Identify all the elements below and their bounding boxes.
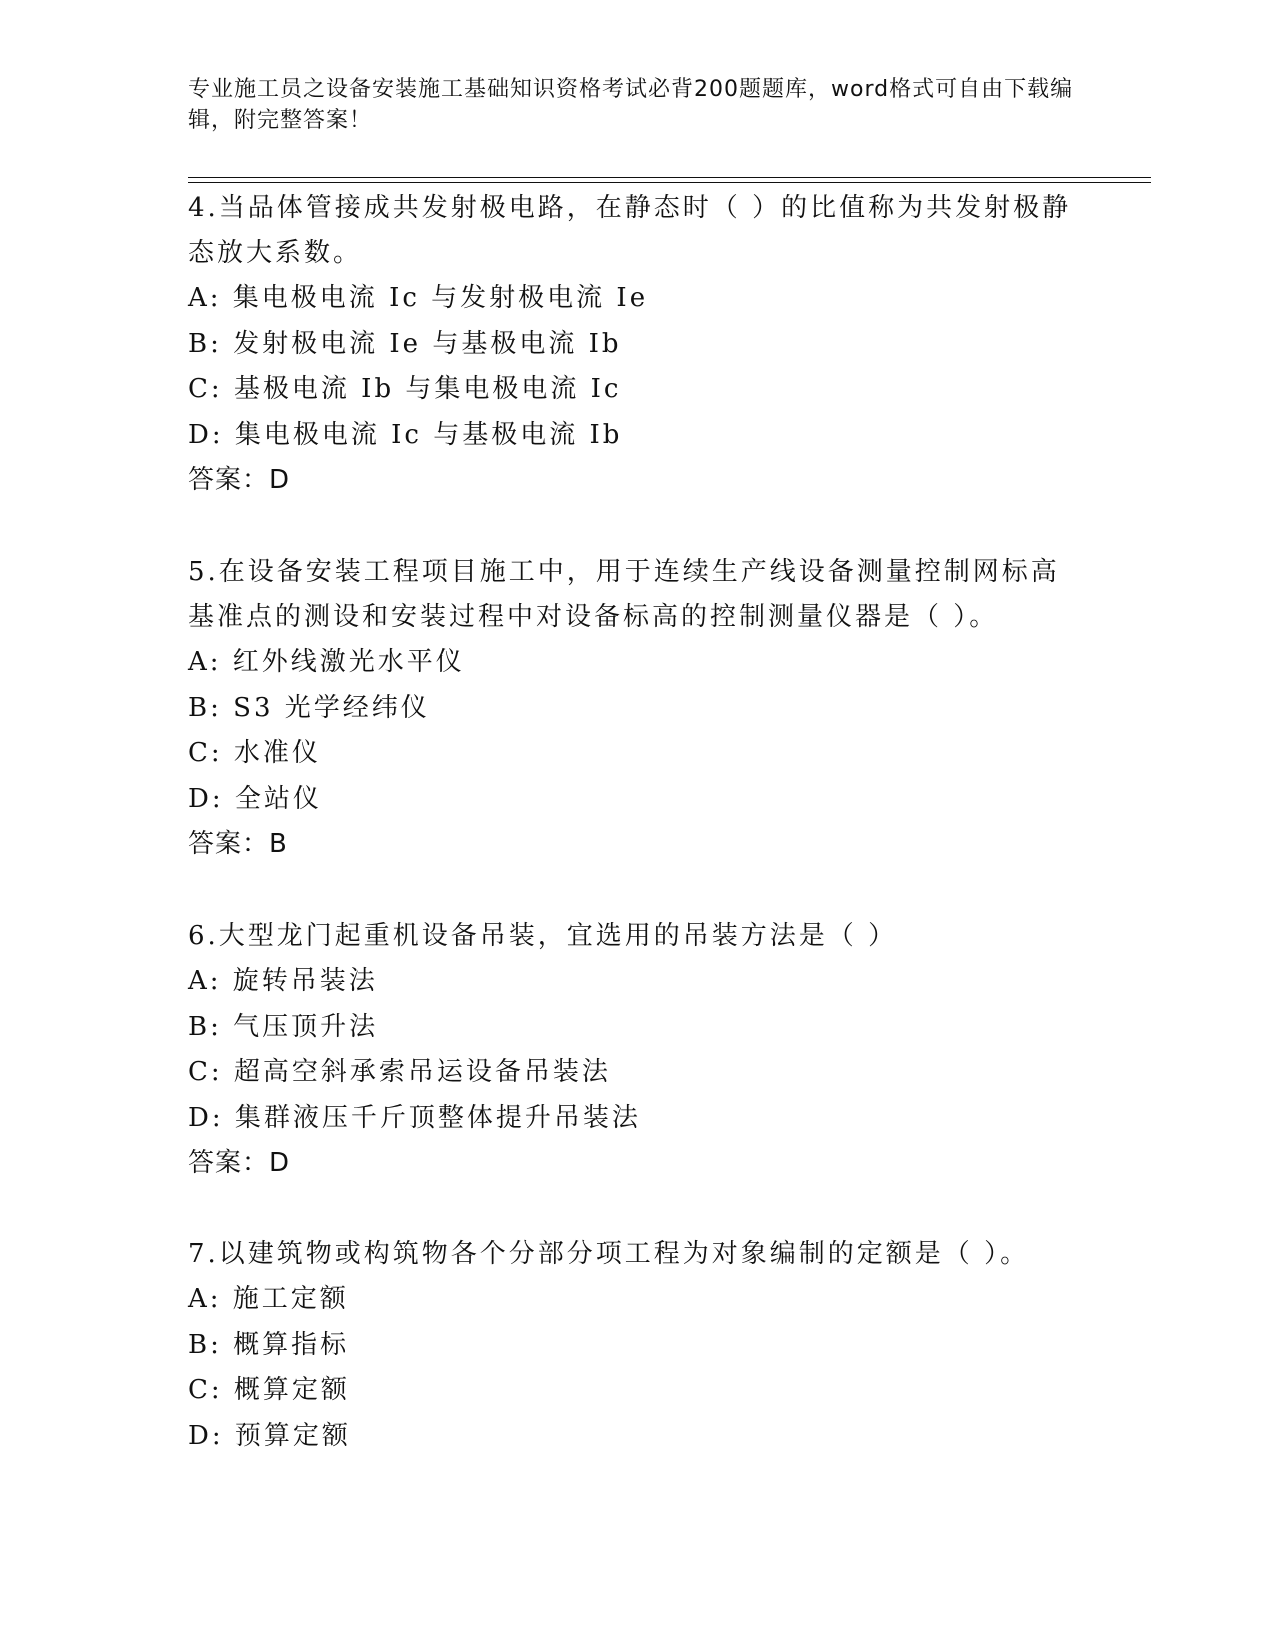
answer-line: 答案：B (188, 829, 288, 859)
header-rule-top (188, 177, 1151, 178)
option-b: B: 气压顶升法 (188, 1011, 379, 1042)
answer-line: 答案：D (188, 465, 291, 495)
document-header: 专业施工员之设备安装施工基础知识资格考试必背200题题库，word格式可自由下载编辑，附完整答案！ (188, 77, 1074, 133)
option-b: B: S3 光学经纬仪 (188, 692, 430, 723)
answer-line: 答案：D (188, 1148, 291, 1178)
option-c: C: 基极电流 Ib 与集电极电流 Ic (188, 374, 622, 404)
option-a: A: 红外线激光水平仪 (188, 647, 465, 677)
option-b: B: 概算指标 (188, 1329, 350, 1360)
option-a: A: 集电极电流 Ic 与发射极电流 Ie (188, 283, 649, 313)
option-d: D: 集电极电流 Ic 与基极电流 Ib (188, 419, 623, 450)
question-stem: 4.当品体管接成共发射极电路，在静态时（ ）的比值称为共发射极静态放大系数。 (188, 193, 1072, 268)
question-5 (188, 550, 1088, 867)
option-b: B: 发射极电流 Ie 与基极电流 Ib (188, 328, 622, 359)
option-d: D: 全站仪 (188, 783, 322, 814)
question-6 (188, 914, 1088, 1186)
option-a: A: 旋转吊装法 (188, 966, 378, 996)
question-stem: 7.以建筑物或构筑物各个分部分项工程为对象编制的定额是（ ）。 (188, 1239, 1030, 1269)
question-7 (188, 1232, 1088, 1459)
option-d: D: 集群液压千斤顶整体提升吊装法 (188, 1102, 641, 1133)
option-c: C: 超高空斜承索吊运设备吊装法 (188, 1057, 611, 1087)
question-4 (188, 186, 1088, 503)
option-c: C: 水准仪 (188, 738, 321, 768)
option-d: D: 预算定额 (188, 1420, 351, 1451)
option-c: C: 概算定额 (188, 1375, 350, 1405)
header-rule-bottom (188, 182, 1151, 183)
option-a: A: 施工定额 (188, 1284, 349, 1314)
question-stem: 5.在设备安装工程项目施工中，用于连续生产线设备测量控制网标高基准点的测设和安装过程中对设备标高的控制测量仪器是（ ）。 (188, 557, 1060, 632)
question-stem: 6.大型龙门起重机设备吊装，宜选用的吊装方法是（ ） (188, 921, 898, 951)
